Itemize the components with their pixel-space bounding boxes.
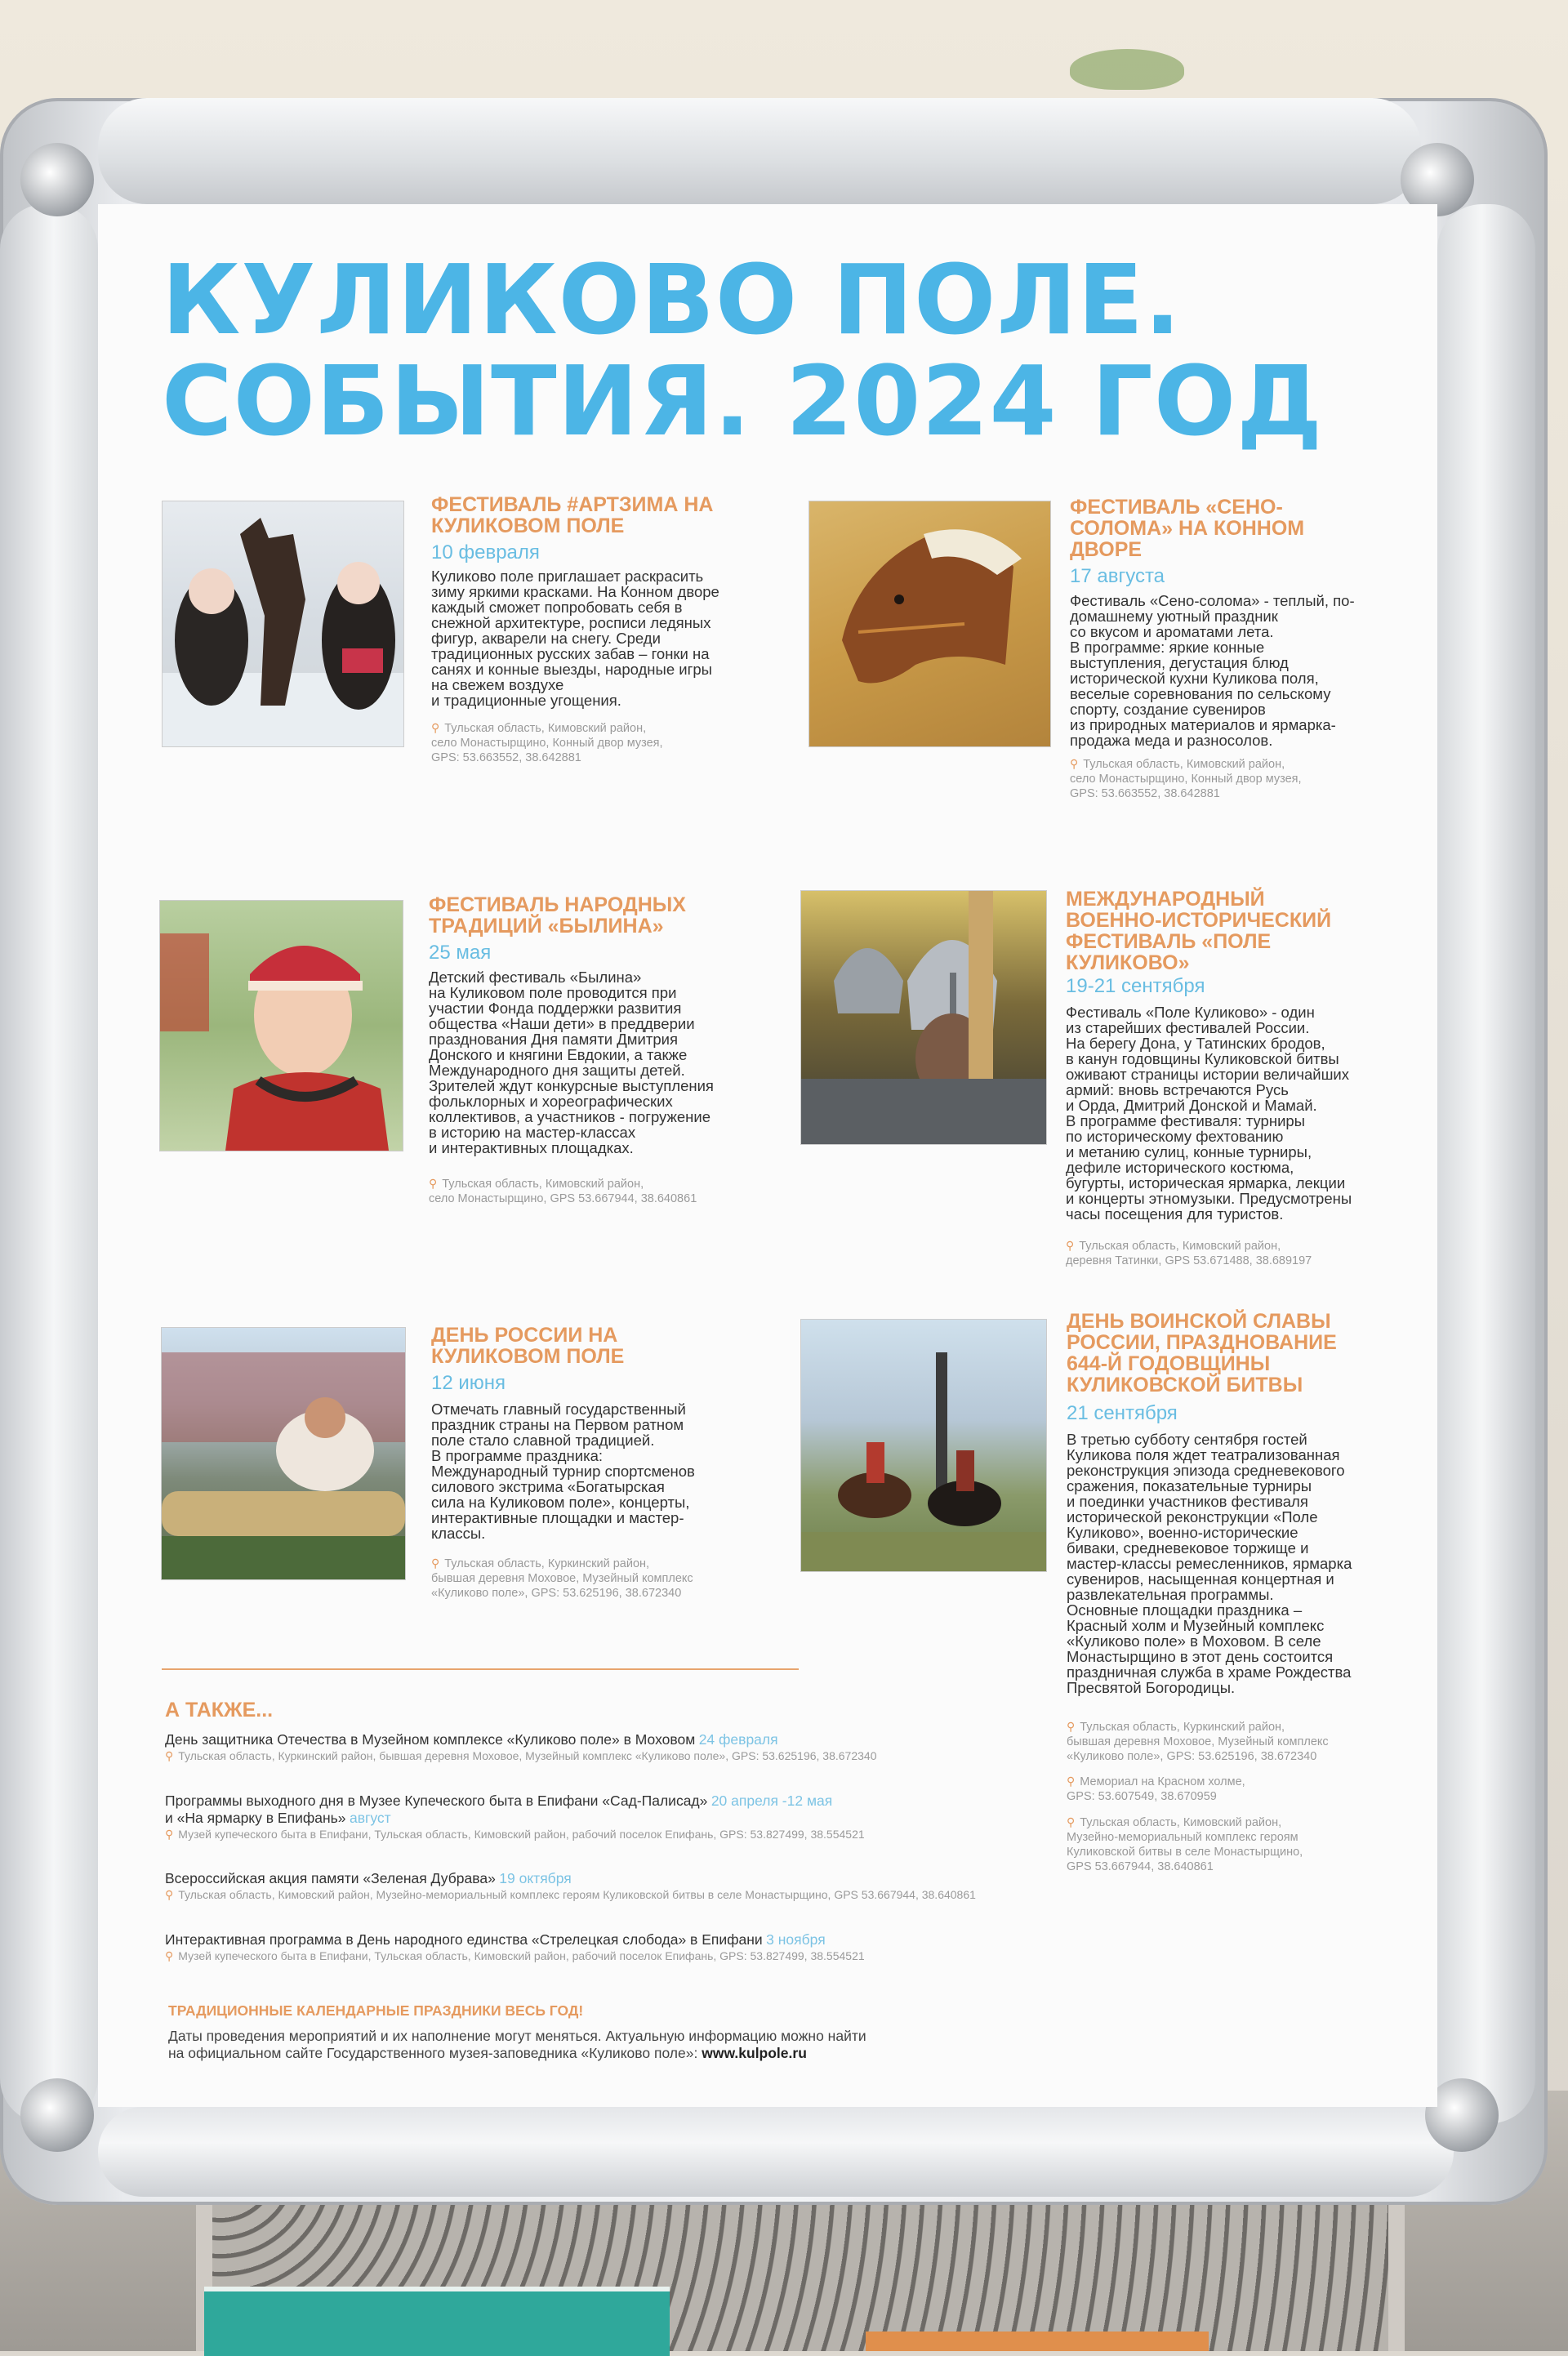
also-item-streletskaya-sloboda [165,1931,982,1963]
event-address-text: Тульская область, Кимовский район, село Монастырщино, GPS 53.667944, 38.640861 [429,1178,697,1205]
event-address-text: Тульская область, Кимовский район, Музейно-мемориальный комплекс героям Куликовской битвы в селе Монастырщино, GPS 53.667944, 38.640861 [1067,1816,1303,1873]
also-item-weekend-programs [165,1793,982,1842]
event-address-text: Тульская область, Куркинский район, бывшая деревня Моховое, Музейный комплекс «Куликово поле», GPS: 53.625196, 38.672340 [1067,1721,1329,1763]
event-title-pole-kulikovo: МЕЖДУНАРОДНЫЙ ВОЕННО-ИСТОРИЧЕСКИЙ ФЕСТИВАЛЬ «ПОЛЕ КУЛИКОВО» [1066,888,1332,974]
brochure-teal [204,2287,670,2356]
event-address-pole-kulikovo [1066,1238,1409,1268]
also-item-date-2: август [349,1810,391,1826]
event-date-pole-kulikovo: 19-21 сентября [1066,975,1205,997]
event-date-seno-soloma: 17 августа [1070,565,1165,587]
footer-note-line1: Даты проведения мероприятий и их наполнение могут меняться. Актуальную информацию можно найти [168,2028,866,2044]
event-photo-den-voinskoy-slavy [800,1319,1047,1572]
also-item-address [165,1827,982,1842]
event-photo-pole-kulikovo [800,890,1047,1145]
also-item-text: Всероссийская акция памяти «Зеленая Дубрава» [165,1870,496,1886]
also-item-text-2: и «На ярмарку в Епифань» [165,1810,346,1826]
event-address-seno-soloma [1070,756,1396,801]
event-date-bylina: 25 мая [429,942,492,964]
event-body-bylina: Детский фестиваль «Былина» на Куликовом поле проводится при участии Фонда поддержки развития общества «Наши дети» в преддверии празднования Дня памяти Дмитрия Донского и княгини Евдокии, а также Международного дня защиты детей. Зрителей ждут конкурсные выступления фольклорных и хореографических коллективов, а участников - погружение в историю на мастер-классах и интерактивных площадках. [429,969,714,1156]
also-item-address-text: Тульская область, Куркинский район, бывшая деревня Моховое, Музейный комплекс «Куликово поле», GPS: 53.625196, 38.672340 [178,1749,877,1762]
frame-rail-top [98,98,1421,204]
location-pin-icon: ⚲ [1066,1239,1075,1252]
event-address-text: Мемориал на Красном холме, GPS: 53.607549, 38.670959 [1067,1775,1245,1803]
event-address-text: Тульская область, Кимовский район, село Монастырщино, Конный двор музея, GPS: 53.663552, 38.642881 [431,722,663,764]
also-item-address [165,1948,982,1963]
event-body-pole-kulikovo: Фестиваль «Поле Куликово» - один из старейших фестивалей России. На берегу Дона, у Татинских бродов, в канун годовщины Куликовской битвы оживают страницы истории величайших армий: вновь встречаются Русь и Орда, Дмитрий Донской и Мамай. В программе фестиваля: турниры по историческому фехтованию и метанию сулиц, конные турниры, дефиле исторического костюма, бугурты, историческая ярмарка, лекции и концерты этномузыки. Предусмотрены часы посещения для туристов. [1066,1004,1352,1223]
location-pin-icon: ⚲ [1070,757,1079,770]
event-photo-bylina [159,900,403,1151]
also-item-defender-day [165,1731,982,1763]
location-pin-icon: ⚲ [431,1557,440,1570]
event-photo-den-rossii [161,1327,406,1580]
location-pin-icon: ⚲ [1067,1815,1076,1828]
also-heading: А ТАКЖЕ... [165,1699,274,1721]
website-link[interactable]: www.kulpole.ru [702,2045,807,2061]
event-date-den-rossii: 12 июня [431,1372,506,1394]
also-item-address-text: Музей купеческого быта в Епифани, Тульская область, Кимовский район, рабочий поселок Епифань, GPS: 53.827499, 38.554521 [178,1949,865,1962]
location-pin-icon: ⚲ [165,1828,174,1841]
poster-title-line1: КУЛИКОВО ПОЛЕ. [162,243,1182,356]
location-pin-icon: ⚲ [165,1949,174,1962]
event-body-seno-soloma: Фестиваль «Сено-солома» - теплый, по- домашнему уютный праздник со вкусом и ароматами лета. В программе: яркие конные выступления, дегустация блюд исторической кухни Куликова поля, веселые соревнования по сельскому спорту, создание сувениров из природных материалов и ярмарка- продажа меда и разносолов. [1070,592,1355,749]
brochure-orange [866,2332,1209,2351]
event-address-text: Тульская область, Кимовский район, деревня Татинки, GPS 53.671488, 38.689197 [1066,1240,1312,1267]
event-address-artzima [431,720,758,765]
frame-corner-top-left [20,143,94,216]
frame-rail-right [1437,204,1535,2123]
frame-rail-left [0,204,98,2123]
event-address-bylina [429,1176,772,1206]
event-photo-seno-soloma [808,501,1051,747]
poster-title-line2: СОБЫТИЯ. 2024 ГОД [162,345,1324,457]
location-pin-icon: ⚲ [429,1177,438,1190]
event-title-den-rossii: ДЕНЬ РОССИИ НА КУЛИКОВОМ ПОЛЕ [431,1324,625,1368]
section-divider [162,1668,799,1670]
event-body-den-rossii: Отмечать главный государственный праздник страны на Первом ратном поле стало славной традицией. В программе праздника: Международный турнир спортсменов силового экстрима «Богатырская сила на Куликовом поле», концерты, интерактивные площадки и мастер- классы. [431,1401,695,1542]
traditional-holidays-heading: ТРАДИЦИОННЫЕ КАЛЕНДАРНЫЕ ПРАЗДНИКИ ВЕСЬ ГОД! [168,2002,584,2019]
event-address-text: Тульская область, Куркинский район, бывшая деревня Моховое, Музейный комплекс «Куликово поле», GPS: 53.625196, 38.672340 [431,1557,693,1600]
also-item-text: День защитника Отечества в Музейном комплексе «Куликово поле» в Моховом [165,1731,696,1748]
poster [98,204,1437,2107]
frame-corner-bottom-left [20,2078,94,2152]
event-address-text: Тульская область, Кимовский район, село Монастырщино, Конный двор музея, GPS: 53.663552, 38.642881 [1070,758,1302,800]
also-item-address-text: Музей купеческого быта в Епифани, Тульская область, Кимовский район, рабочий поселок Епифань, GPS: 53.827499, 38.554521 [178,1828,865,1841]
location-pin-icon: ⚲ [165,1749,174,1762]
also-item-address [165,1748,982,1763]
event-title-seno-soloma: ФЕСТИВАЛЬ «СЕНО-СОЛОМА» НА КОННОМ ДВОРЕ [1070,496,1305,561]
event-title-bylina: ФЕСТИВАЛЬ НАРОДНЫХ ТРАДИЦИЙ «БЫЛИНА» [429,893,686,938]
location-pin-icon: ⚲ [1067,1775,1076,1788]
also-item-text: Интерактивная программа в День народного единства «Стрелецкая слобода» в Епифани [165,1931,763,1948]
also-item-address-text: Тульская область, Кимовский район, Музейно-мемориальный комплекс героям Куликовской битвы в селе Монастырщино, GPS 53.667944, 38.640861 [178,1888,976,1901]
plant-on-top [1070,49,1184,90]
location-pin-icon: ⚲ [1067,1720,1076,1733]
also-item-date: 19 октября [499,1870,572,1886]
also-item-text: Программы выходного дня в Музее Купеческого быта в Епифани «Сад-Палисад» [165,1793,708,1809]
event-date-den-voinskoy-slavy: 21 сентября [1067,1402,1178,1424]
event-address-monastyrshchino [1067,1815,1410,1874]
location-pin-icon: ⚲ [165,1888,174,1901]
event-address-den-voinskoy-slavy [1067,1719,1410,1764]
event-date-artzima: 10 февраля [431,541,540,563]
also-item-date: 20 апреля -12 мая [710,1793,833,1809]
frame-rail-bottom [98,2107,1454,2197]
footer-note [168,2028,985,2062]
also-item-address [165,1887,982,1902]
also-item-zelenaya-dubrava [165,1870,982,1902]
event-address-den-rossii [431,1556,774,1601]
event-title-den-voinskoy-slavy: ДЕНЬ ВОИНСКОЙ СЛАВЫ РОССИИ, ПРАЗДНОВАНИЕ 644-Й ГОДОВЩИНЫ КУЛИКОВСКОЙ БИТВЫ [1067,1310,1337,1396]
event-body-den-voinskoy-slavy: В третью субботу сентября гостей Куликова поля ждет театрализованная реконструкция эпизода средневекового сражения, показательные турниры и поединки участников фестиваля исторической реконструкции «Поле Куликово», военно-исторические биваки, средневековое торжище и мастер-классы ремесленников, ярмарка сувениров, насыщенная концертная и развлекательная программы. Основные площадки праздника – Красный холм и Музейный комплекс «Куликово поле» в Моховом. В селе Монастырщино в этот день состоится праздничная служба в храме Рождества Пресвятой Богородицы. [1067,1431,1352,1696]
event-title-artzima: ФЕСТИВАЛЬ #АРТЗИМА НА КУЛИКОВОМ ПОЛЕ [431,493,714,537]
event-address-krasny-holm [1067,1774,1410,1804]
location-pin-icon: ⚲ [431,721,440,734]
footer-note-line2: на официальном сайте Государственного музея-заповедника «Куликово поле»: [168,2045,698,2061]
also-item-date: 24 февраля [698,1731,778,1748]
also-item-date: 3 ноября [766,1931,826,1948]
event-body-artzima: Куликово поле приглашает раскрасить зиму яркими красками. На Конном дворе каждый сможет попробовать себя в снежной архитектуре, росписи ледяных фигур, акварели на снегу. Среди традиционных русских забав – гонки на санях и конные выезды, народные игры на свежем воздухе и традиционные угощения. [431,568,719,709]
event-photo-artzima [162,501,404,747]
